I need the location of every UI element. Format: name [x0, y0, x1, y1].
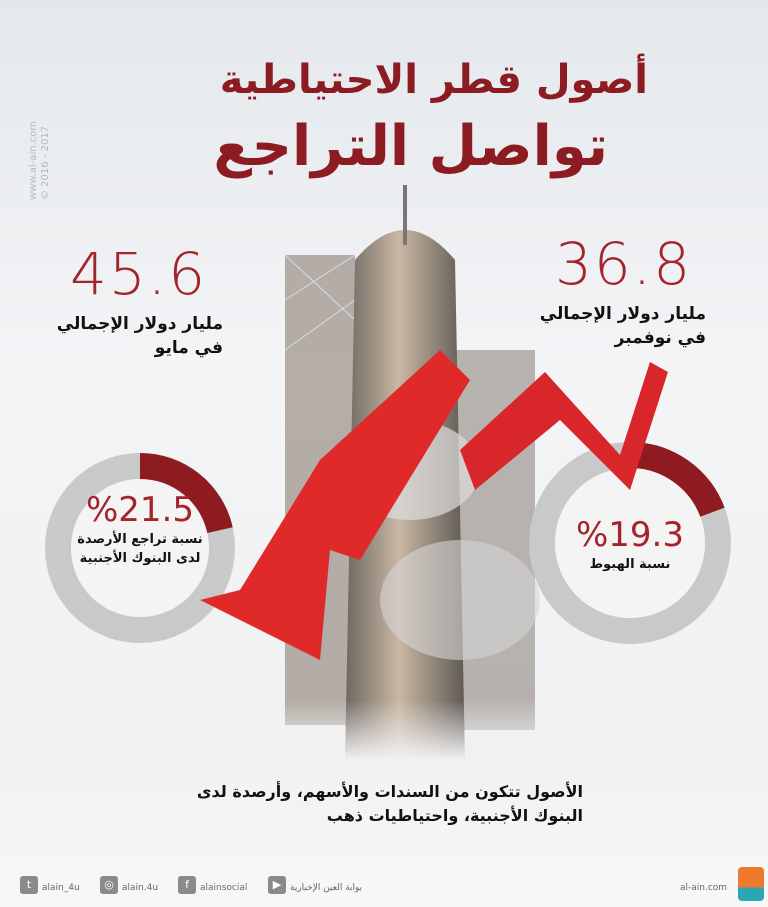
left-stat-value: 45.6	[70, 240, 208, 308]
youtube-icon[interactable]: ▶	[268, 876, 286, 894]
al-ain-logo	[738, 867, 764, 901]
left-donut-text	[60, 490, 220, 568]
note-line-1: الأصول تتكون من السندات والأسهم، وأرصدة لدى	[196, 782, 583, 801]
right-donut-text	[555, 515, 705, 574]
instagram-icon[interactable]: ◎	[100, 876, 118, 894]
title-line-2: تواصل التراجع	[213, 114, 608, 179]
left-donut-percent: %21.5	[85, 490, 194, 530]
right-stat-label-1: مليار دولار الإجمالي	[539, 304, 706, 324]
facebook-handle[interactable]: alainsocial	[200, 883, 248, 893]
watermark-years: © 2016 - 2017	[40, 125, 51, 200]
note-line-2: البنوك الأجنبية، واحتياطيات ذهب	[326, 806, 583, 825]
left-donut-label-2: لدى البنوك الأجنبية	[79, 551, 201, 566]
right-stat-label	[540, 302, 706, 350]
right-donut-percent: %19.3	[575, 515, 684, 555]
footer	[0, 855, 768, 907]
youtube-channel[interactable]: بوابة العين الإخبارية	[290, 883, 363, 893]
left-stat-label-2: في مايو	[154, 338, 223, 358]
watermark-site: www.al-ain.com	[28, 120, 39, 200]
instagram-handle[interactable]: alain.4u	[122, 883, 159, 893]
twitter-icon[interactable]: t	[20, 876, 38, 894]
title-line-1: أصول قطر الاحتياطية	[219, 57, 648, 103]
right-donut-label-1: نسبة الهبوط	[589, 557, 671, 572]
site-link[interactable]: al-ain.com	[680, 883, 728, 893]
twitter-handle[interactable]: alain_4u	[42, 883, 80, 893]
left-stat-label-1: مليار دولار الإجمالي	[56, 314, 223, 334]
left-stat-label	[57, 312, 223, 360]
left-donut-label-1: نسبة تراجع الأرصدة	[77, 532, 203, 547]
right-stat-label-2: في نوفمبر	[614, 328, 706, 348]
note	[197, 780, 583, 828]
facebook-icon[interactable]: f	[178, 876, 196, 894]
right-stat-value: 36.8	[555, 230, 693, 298]
